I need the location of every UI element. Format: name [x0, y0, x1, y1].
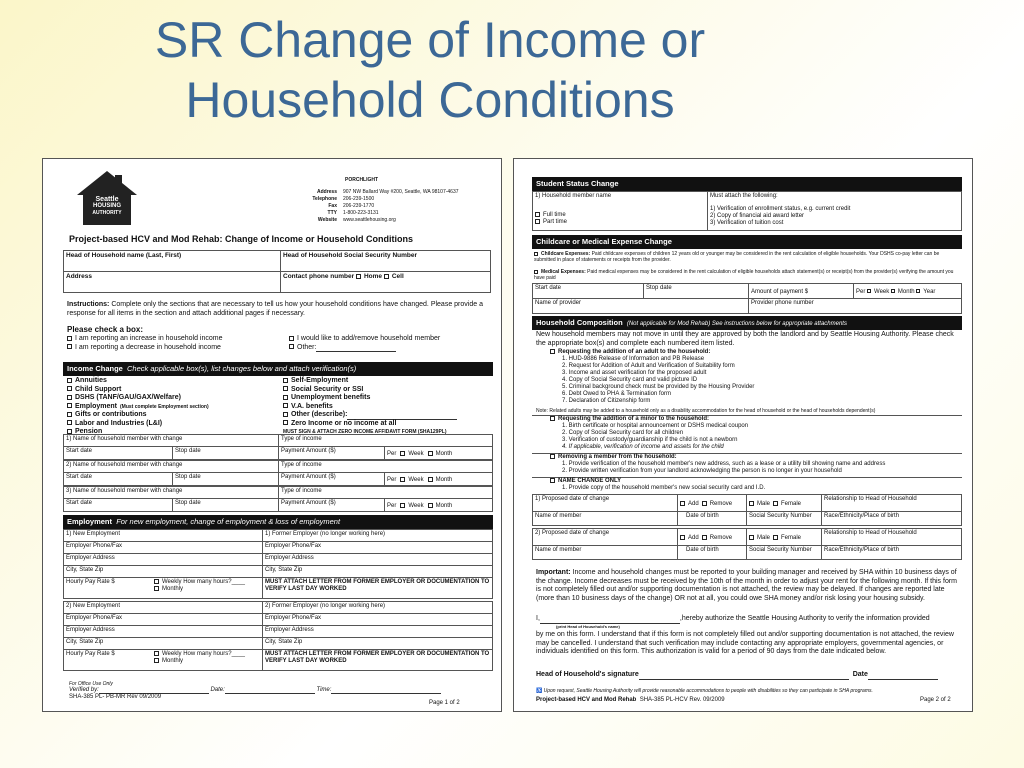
check-option[interactable] — [67, 344, 222, 353]
list-item: 1. Birth certificate or hospital announcement or DSHS medical coupon — [562, 423, 749, 430]
income-row — [63, 434, 493, 460]
contact-row — [293, 210, 459, 217]
office-use-label: For Office Use Only — [69, 681, 113, 687]
medical-text: Medical Expenses: Paid medical expenses may be considered in the rent calculation of eligible households attach statement(s) or receipt(s) from the provider(s) verifying the amount you have paid — [534, 269, 954, 281]
cc-start-date[interactable]: Start date — [532, 283, 644, 299]
slide-title — [60, 10, 800, 130]
list-item: 7. Declaration of Citizenship form — [562, 398, 651, 405]
authorize-text: by me on this form. I understand that if this form is not completely filled out and/or supporting documentation is not attached, the review may be cancelled. I understand that such verification may include contacting any appropriate employers, governmental agencies, or individuals identified on this form. This authorization is valid for a period of 90 days from the date indicated below. — [536, 631, 954, 655]
contact-label: Telephone — [312, 196, 337, 202]
checkbox[interactable] — [680, 535, 685, 540]
city-field[interactable]: City, State Zip — [63, 637, 263, 650]
hoh-name-field[interactable]: Head of Household name (Last, First) — [63, 250, 281, 272]
contact-value: 1-800-223-3131 — [343, 210, 379, 216]
namechange-section: NAME CHANGE ONLY 1. Provide copy of the household member's new social security card and I.D. — [550, 478, 765, 492]
proposed-date-field[interactable]: 1) Proposed date of change — [532, 494, 678, 512]
add-remove-field[interactable]: Add Remove — [677, 528, 747, 546]
list-item: 1. Provide copy of the household member's new social security card and I.D. — [562, 485, 766, 492]
add-remove-field[interactable]: Add Remove — [677, 494, 747, 512]
new-employment-field[interactable]: 1) New Employment — [63, 529, 263, 542]
page2-number: Page 2 of 2 — [920, 697, 951, 703]
employer-address-field[interactable]: Employer Address — [63, 553, 263, 566]
income-change-header: Income Change Check applicable box(s), list changes below and attach verification(s) — [63, 362, 493, 376]
income-option[interactable] — [67, 386, 209, 395]
contact-value: 907 NW Ballard Way #200, Seattle, WA 98107-4637 — [343, 189, 459, 195]
income-option[interactable] — [67, 377, 209, 386]
former-city-field[interactable]: City, State Zip — [262, 637, 493, 650]
list-item: 2. Copy of Social Security card for all children — [562, 430, 684, 437]
verified-line: Verified by: Date: Time: — [69, 687, 441, 694]
student-member-field[interactable]: 1) Household member name Full time Part time — [532, 191, 708, 231]
employment-block — [63, 529, 493, 601]
income-option[interactable] — [283, 420, 457, 429]
start-date-field[interactable]: Start date — [63, 472, 173, 486]
checkbox[interactable] — [283, 412, 288, 417]
list-item: 2) Copy of financial aid award letter — [710, 213, 805, 219]
check-option[interactable] — [289, 335, 440, 344]
income-type-field[interactable]: Type of income — [278, 434, 493, 447]
income-option-label: Unemployment benefits — [291, 394, 371, 401]
checkbox[interactable] — [702, 501, 707, 506]
page-number: Page 1 of 2 — [429, 700, 460, 706]
member-change-row — [532, 528, 962, 562]
logo-text: Seattle HOUSING AUTHORITY — [92, 196, 122, 216]
contact-block — [293, 189, 459, 224]
former-employer-field[interactable]: 1) Former Employer (no longer working here) — [262, 529, 493, 542]
phone-field[interactable]: Contact phone number Home Cell — [280, 271, 491, 293]
org-name: PORCHLIGHT — [345, 177, 379, 183]
contact-value: 206-239-1500 — [343, 196, 375, 202]
checkbox[interactable] — [67, 395, 72, 400]
page2-footer: Project-based HCV and Mod Rehab SHA-385 PL-HCV Rev. 09/2009 — [536, 697, 725, 703]
income-option-label: V.A. benefits — [291, 402, 333, 410]
household-composition-header: Household Composition (Not applicable for Mod Rehab) See instructions below for appropriate attachments — [532, 316, 962, 330]
gender-field[interactable]: Male Female — [746, 528, 822, 546]
form-page-1 — [42, 158, 502, 712]
checkbox[interactable] — [283, 403, 288, 408]
employment-note: (Must complete Employment section) — [120, 403, 209, 410]
member-name-field[interactable]: 2) Name of household member with change — [63, 460, 279, 473]
authorize-sub: (print Head of Household's name) — [556, 624, 620, 629]
income-option-label: Other (describe): — [291, 411, 348, 418]
employer-address-field[interactable]: Employer Address — [63, 625, 263, 638]
checkbox[interactable] — [67, 403, 72, 408]
list-item: 2. Request for Addition of Adult and Verification of Suitability form — [562, 363, 735, 370]
checkbox[interactable] — [289, 344, 294, 349]
member-name-field[interactable]: 3) Name of household member with change — [63, 486, 279, 499]
contact-row — [293, 189, 459, 196]
member-change-row — [532, 494, 962, 528]
checkbox[interactable] — [702, 535, 707, 540]
checkbox[interactable] — [283, 420, 288, 425]
home-checkbox[interactable] — [356, 274, 361, 279]
checkbox[interactable] — [283, 378, 288, 383]
income-option-label: Pension — [75, 428, 103, 435]
check-left-list — [67, 335, 222, 352]
proposed-date-field[interactable]: 2) Proposed date of change — [532, 528, 678, 546]
list-item: 3. Verification of custody/guardianship if the child is not a newborn — [562, 437, 738, 444]
check-option-label: Other: — [297, 343, 317, 351]
check-title: Please check a box: — [67, 325, 144, 334]
new-employment-field[interactable]: 2) New Employment — [63, 601, 263, 614]
checkbox[interactable] — [67, 378, 72, 383]
income-type-field[interactable]: Type of income — [278, 486, 493, 499]
check-right-list — [289, 335, 440, 352]
checkbox[interactable] — [400, 451, 405, 456]
income-row — [63, 486, 493, 512]
income-option-label: Social Security or SSI — [291, 385, 364, 393]
checkbox[interactable] — [400, 503, 405, 508]
minor-section: Requesting the addition of a minor to the household: 1. Birth certificate or hospital announcement or DSHS medical coupon 2. Copy of Social Security card for all children 3. Verification of custody/guardianship if the child is not a newborn 4. If applicable, verification of income and assets for the child — [550, 416, 748, 451]
removing-section: Removing a member from the household: 1. Provide verification of the household member's new address, such as a lease or a utility bill showing name and address 2. Provide written verification from your landlord acknowledging the person is no longer in your household — [550, 454, 885, 475]
authorize-line: I, ,hereby authorize the Seattle Housing Authority to verify the information provided — [536, 615, 930, 622]
dob-field[interactable]: Date of birth — [677, 511, 747, 526]
list-item: 1) Verification of enrollment status, e.g. current credit — [710, 206, 851, 212]
former-phone-field[interactable]: Employer Phone/Fax — [262, 613, 493, 626]
full-time-checkbox[interactable] — [535, 212, 540, 217]
contact-value: www.seattlehousing.org — [343, 217, 396, 223]
slide-title-line1: SR Change of Income or — [154, 12, 706, 68]
checkbox[interactable] — [428, 477, 433, 482]
income-option-label: Child Support — [75, 385, 122, 393]
checkbox[interactable] — [289, 336, 294, 341]
income-option[interactable] — [283, 394, 457, 403]
member-name-field[interactable]: Name of member — [532, 511, 678, 526]
payment-amount-field[interactable]: Payment Amount ($) — [278, 472, 385, 486]
contact-label: TTY — [327, 210, 337, 216]
student-status-header: Student Status Change — [532, 177, 962, 191]
accessibility-icon: ♿ — [536, 688, 543, 694]
former-phone-field[interactable]: Employer Phone/Fax — [262, 541, 493, 554]
stop-date-field[interactable]: Stop date — [172, 472, 279, 486]
composition-intro: New household members may not move in until they are approved by both the landlord and by Seattle Housing Authority. Please check the appropriate box(s) and complete each numbered item listed. — [536, 331, 954, 347]
former-address-field[interactable]: Employer Address — [262, 625, 493, 638]
checkbox[interactable] — [680, 501, 685, 506]
income-option-label: Gifts or contributions — [75, 411, 147, 418]
provider-name[interactable]: Name of provider — [532, 298, 749, 314]
hourly-pay-field[interactable]: Hourly Pay Rate $ Weekly How many hours?____ Monthly — [63, 649, 263, 671]
contact-label: Address — [316, 189, 337, 195]
important-text: Important: Income and household changes must be reported to your building manager and received by SHA within 10 business days of the change. Income decreases must be received by the 10th of the month in order to adjust your rent for the following month. If this form is not completely filled out and/or supporting documentation is not attached, the review may be delayed. If changes are reported late (more than 10 business days of the change) OR not at all, you could owe SHA money and/or risk losing your housing subsidy. — [536, 569, 958, 602]
relationship-field[interactable]: Relationship to Head of Household — [821, 494, 962, 512]
employment-header: Employment For new employment, change of employment & loss of employment — [63, 515, 493, 529]
list-item: 3) Verification of tuition cost — [710, 220, 784, 226]
income-option[interactable] — [283, 377, 457, 386]
member-name-field[interactable]: 1) Name of household member with change — [63, 434, 279, 447]
stop-date-field[interactable]: Stop date — [172, 446, 279, 460]
employment-blocks — [63, 529, 493, 673]
income-type-field[interactable]: Type of income — [278, 460, 493, 473]
former-employer-field[interactable]: 2) Former Employer (no longer working here) — [262, 601, 493, 614]
checkbox[interactable] — [67, 336, 72, 341]
city-field[interactable]: City, State Zip — [63, 565, 263, 578]
checkbox[interactable] — [154, 579, 159, 584]
income-option[interactable] — [67, 403, 209, 412]
per-field[interactable]: Per Week Month — [384, 446, 493, 460]
stop-date-field[interactable]: Stop date — [172, 498, 279, 512]
start-date-field[interactable]: Start date — [63, 446, 173, 460]
form-title: Project-based HCV and Mod Rehab: Change of Income or Household Conditions — [69, 234, 414, 244]
part-time-checkbox[interactable] — [535, 219, 540, 224]
list-item: 2. Provide written verification from your landlord acknowledging the person is no longer in your household — [562, 468, 842, 475]
former-city-field[interactable]: City, State Zip — [262, 565, 493, 578]
cell-checkbox[interactable] — [384, 274, 389, 279]
provider-phone[interactable]: Provider phone number — [748, 298, 962, 314]
checkbox[interactable] — [154, 651, 159, 656]
childcare-text: Childcare Expenses: Paid childcare expenses of children 12 years old or younger may be considered in the rent calculation of eligible households. Your DSHS co-pay letter can be submitted in place of statements or receipts from the provider. — [534, 251, 940, 263]
checkbox[interactable] — [400, 477, 405, 482]
former-address-field[interactable]: Employer Address — [262, 553, 493, 566]
income-option-label: Labor and Industries (L&I) — [75, 419, 163, 427]
instructions: Instructions: Complete only the sections that are necessary to tell us how your household conditions have changed. Please provide a response for all items in the section and attach additional pages if necessary. — [67, 301, 483, 317]
income-row — [63, 460, 493, 486]
checkbox[interactable] — [428, 451, 433, 456]
signature-line[interactable]: Head of Household's signature Date — [536, 671, 938, 680]
contact-value: 206-239-1770 — [343, 203, 375, 209]
income-right-list — [283, 377, 457, 437]
income-option[interactable] — [283, 403, 457, 412]
adult-section: Requesting the addition of an adult to the household: 1. HUD-9886 Release of Information and PB Release 2. Request for Addition of Adult and Verification of Suitability form 3. Income and asset verification for the proposed adult 4. Copy of Social Security card and valid picture ID 5. Criminal background check must be provided by the Housing Provider 6. Debt Owed to PHA & Termination form 7. Declaration of Citizenship form — [550, 349, 754, 405]
income-option-label: DSHS (TANF/GAU/GAX/Welfare) — [75, 394, 181, 401]
checkbox[interactable] — [67, 344, 72, 349]
list-item: 5. Criminal background check must be provided by the Housing Provider — [562, 384, 755, 391]
check-option[interactable] — [67, 335, 222, 344]
member-name-field[interactable]: Name of member — [532, 545, 678, 560]
list-item: 1. HUD-9886 Release of Information and PB Release — [562, 356, 705, 363]
checkbox[interactable] — [67, 386, 72, 391]
gender-field[interactable]: Male Female — [746, 494, 822, 512]
checkbox[interactable] — [67, 429, 72, 434]
race-field[interactable]: Race/Ethnicity/Place of birth — [821, 545, 962, 560]
checkbox[interactable] — [154, 658, 159, 663]
dob-field[interactable]: Date of birth — [677, 545, 747, 560]
contact-row — [293, 203, 459, 210]
contact-label: Fax — [328, 203, 337, 209]
relationship-field[interactable]: Relationship to Head of Household — [821, 528, 962, 546]
race-field[interactable]: Race/Ethnicity/Place of birth — [821, 511, 962, 526]
check-option-label: I would like to add/remove household member — [297, 335, 441, 342]
per-field[interactable]: Per Week Month — [384, 472, 493, 486]
check-option[interactable] — [289, 344, 440, 353]
income-option-label: Employment — [75, 402, 118, 410]
pay-frequency: Weekly How many hours?____ Monthly — [154, 651, 245, 665]
accommodation-note: ♿ Upon request, Seattle Housing Authority will provide reasonable accommodations to people with disabilities so they can participate in SHA programs. — [536, 688, 873, 694]
income-left-list — [67, 377, 209, 437]
employment-block — [63, 601, 493, 673]
form-number: SHA-385 PL- PB-MR Rev 09/2009 — [69, 694, 162, 700]
per-field[interactable]: Per Week Month — [384, 498, 493, 512]
checkbox[interactable] — [67, 412, 72, 417]
list-item: 4. Copy of Social Security card and valid picture ID — [562, 377, 698, 384]
hoh-ssn-field[interactable]: Head of Household Social Security Number — [280, 250, 491, 272]
checkbox[interactable] — [773, 535, 778, 540]
payment-amount-field[interactable]: Payment Amount ($) — [278, 498, 385, 512]
zero-income-note: MUST SIGN & ATTACH ZERO INCOME AFFIDAVIT FORM (SHA129PL) — [283, 429, 447, 435]
ssn-field[interactable]: Social Security Number — [746, 511, 822, 526]
income-option-label: Annuities — [75, 377, 107, 384]
income-option[interactable] — [67, 420, 209, 429]
must-attach-note: MUST ATTACH LETTER FROM FORMER EMPLOYER OR DOCUMENTATION TO VERIFY LAST DAY WORKED — [262, 649, 493, 671]
adult-note: Note: Related adults may be added to a household only as a disability accommodation for the head of household or the head of households dependent(s) — [536, 408, 876, 414]
contact-row — [293, 217, 459, 224]
checkbox[interactable] — [749, 535, 754, 540]
checkbox[interactable] — [428, 503, 433, 508]
contact-label: Website — [317, 217, 337, 223]
checkbox[interactable] — [283, 395, 288, 400]
contact-row — [293, 196, 459, 203]
list-item: 1. Provide verification of the household member's new address, such as a lease or a utility bill showing name and address — [562, 461, 886, 468]
cc-stop-date[interactable]: Stop date — [643, 283, 749, 299]
must-attach-note: MUST ATTACH LETTER FROM FORMER EMPLOYER OR DOCUMENTATION TO VERIFY LAST DAY WORKED — [262, 577, 493, 599]
checkbox[interactable] — [749, 501, 754, 506]
address-field[interactable]: Address — [63, 271, 281, 293]
hourly-pay-field[interactable]: Hourly Pay Rate $ Weekly How many hours?____ Monthly — [63, 577, 263, 599]
list-item: 6. Debt Owed to PHA & Termination form — [562, 391, 671, 398]
income-option[interactable] — [67, 394, 209, 403]
payment-amount-field[interactable]: Payment Amount ($) — [278, 446, 385, 460]
checkbox[interactable] — [67, 420, 72, 425]
income-option[interactable] — [283, 411, 457, 420]
check-option-label: I am reporting a decrease in household income — [75, 343, 221, 351]
checkbox[interactable] — [154, 586, 159, 591]
list-item: 4. If applicable, verification of income and assets for the child — [562, 444, 724, 451]
list-item: 3. Income and asset verification for the proposed adult — [562, 370, 707, 377]
employer-phone-field[interactable]: Employer Phone/Fax — [63, 613, 263, 626]
income-option[interactable] — [283, 386, 457, 395]
member-change-rows — [532, 494, 962, 562]
income-rows — [63, 434, 493, 512]
childcare-header: Childcare or Medical Expense Change — [532, 235, 962, 249]
employer-phone-field[interactable]: Employer Phone/Fax — [63, 541, 263, 554]
income-option-label: Zero Income or no income at all — [291, 419, 397, 427]
check-option-label: I am reporting an increase in household income — [75, 335, 223, 342]
form-page-2 — [513, 158, 973, 712]
slide-title-line2: Household Conditions — [185, 72, 675, 128]
cc-amount[interactable]: Amount of payment $ — [748, 283, 854, 299]
income-option[interactable] — [67, 411, 209, 420]
checkbox[interactable] — [283, 386, 288, 391]
cc-per[interactable]: Per Week Month Year — [853, 283, 962, 299]
start-date-field[interactable]: Start date — [63, 498, 173, 512]
student-attach-list: Must attach the following: 1) Verification of enrollment status, e.g. current credit 2) Copy of financial aid award letter 3) Verification of tuition cost — [707, 191, 962, 231]
pay-frequency: Weekly How many hours?____ Monthly — [154, 579, 245, 593]
ssn-field[interactable]: Social Security Number — [746, 545, 822, 560]
income-option-label: Self-Employment — [291, 377, 349, 384]
checkbox[interactable] — [773, 501, 778, 506]
